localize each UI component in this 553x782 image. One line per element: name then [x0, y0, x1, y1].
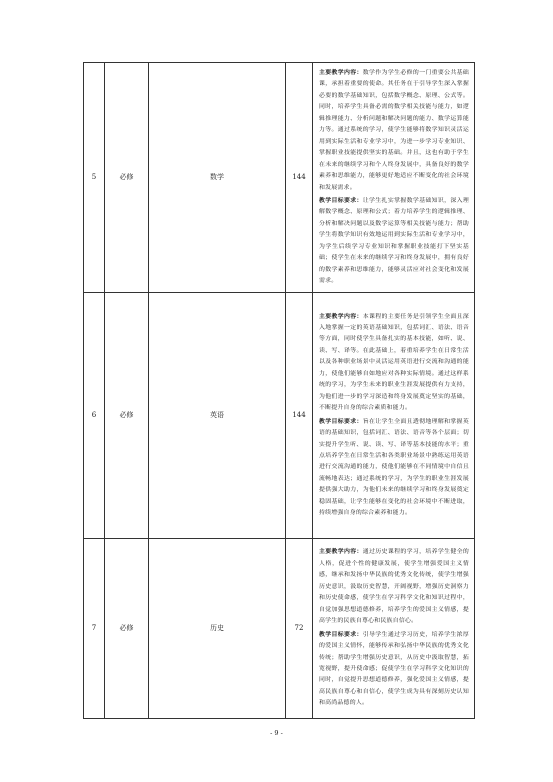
course-hours: 144	[286, 292, 313, 538]
goal-paragraph	[319, 416, 469, 520]
goal-text: 旨在让学生全面且透彻地理解和掌握英语的基础知识，包括词汇、语法、语音等各个层面；切实提升学生听、说、读、写、译等基本技能的水平；重点培养学生在日常生活和各类职业场景中熟练运用英语进行交流沟通的能力，使他们能够在不同情境中自信且流畅地表达；通过系统的学习，为学生的职业生涯发展提供强大助力，为他们未来的继续学习和终身发展奠定稳固基础，让学生能够在变化的社会环境中不断进取，持续增强自身的综合素养和能力。	[319, 418, 470, 517]
course-description	[313, 292, 475, 538]
table-row	[84, 63, 475, 293]
course-number: 5	[84, 63, 105, 293]
page-number: - 9 -	[270, 729, 283, 737]
content-label: 主要教学内容：	[319, 69, 363, 76]
goal-paragraph	[319, 195, 469, 288]
goal-text: 让学生扎实掌握数学基础知识，深入理解数学概念、原理和公式；着力培养学生的逻辑推理、分析和解决问题以及数学运算等相关技能与能力；帮助学生将数学知识有效地运用到实际生活和专业学习中，为学生后续学习专业知识和掌握职业技能打下坚实基础；使学生在未来的继续学习和终身发展中，拥有良好的数学素养和思维能力，能够灵活应对社会变化和发展需求。	[319, 197, 470, 285]
goal-label: 教学目标要求：	[319, 417, 363, 425]
goal-paragraph	[319, 629, 469, 710]
content-paragraph	[319, 546, 469, 627]
course-type: 必修	[105, 63, 149, 293]
content-label: 主要教学内容：	[319, 312, 363, 320]
course-hours: 72	[286, 538, 313, 718]
course-name: 数学	[149, 63, 286, 293]
course-description	[313, 538, 475, 718]
course-type: 必修	[105, 538, 149, 718]
content-text: 数学作为学生必修的一门重要公共基础课，承担着重要的使命。其任务在于引导学生深入掌握必要的数学基础知识，包括数学概念、原理、公式等。同时，培养学生具备必需的数学相关技能与能力，如逻辑推理能力、分析问题和解决问题的能力、数学运算能力等。通过系统的学习，使学生能够将数学知识灵活运用到实际生活和专业学习中，为进一步学习专业知识、掌握职业技能提供坚实的基础。并且，这也有助于学生在未来的继续学习和个人终身发展中，具备良好的数学素养和思维能力，能够更好地适应不断变化的社会环境和发展需求。	[319, 70, 470, 191]
course-hours: 144	[286, 63, 313, 293]
course-name: 英语	[149, 292, 286, 538]
content-paragraph	[319, 67, 469, 194]
content-text: 通过历史课程的学习，培养学生健全的人格，促进个性的健康发展，使学生增强爱国主义情感，继承和发扬中华民族的优秀文化传统，使学生增强历史意识，汲取历史智慧，开阔视野，增强历史洞察力和历史使命感，使学生在学习科学文化和知识过程中，自觉加强思想道德修养，培养学生的爱国主义情感，提高学生的民族自尊心和民族自信心。	[319, 549, 470, 625]
goal-label: 教学目标要求：	[319, 630, 363, 638]
course-number: 6	[84, 292, 105, 538]
content-label: 主要教学内容：	[319, 548, 363, 556]
table-row	[84, 538, 475, 718]
course-description	[313, 63, 475, 293]
course-name: 历史	[149, 538, 286, 718]
course-type: 必修	[105, 292, 149, 538]
table-row	[84, 292, 475, 538]
goal-label: 教学目标要求：	[319, 196, 363, 204]
content-paragraph	[319, 311, 469, 415]
content-text: 本课程的主要任务是引领学生全面且深入地掌握一定的英语基础知识，包括词汇、语法、语音等方面，同时使学生具备扎实的基本技能，如听、说、读、写、译等。在此基础上，着重培养学生在日常生活以及各种职业场景中灵活运用英语进行交流和沟通的能力，使他们能够自如地应对各种实际情境。通过这样系统的学习，为学生未来的职业生涯发展提供有力支持，为他们进一步的学习深造和终身发展奠定坚实的基础，不断提升自身的综合素质和能力。	[319, 313, 470, 412]
course-table	[83, 62, 475, 719]
goal-text: 引导学生通过学习历史，培养学生浓厚的爱国主义情怀，能够传承和弘扬中华民族的优秀文化传统；帮助学生增强历史意识，从历史中汲取智慧，拓宽视野，提升使命感；促使学生在学习科学文化知识的同时，自觉提升思想道德修养，强化爱国主义情感，提高民族自尊心和自信心，使学生成为具有深刻历史认知和高尚品德的人。	[319, 631, 470, 707]
course-number: 7	[84, 538, 105, 718]
